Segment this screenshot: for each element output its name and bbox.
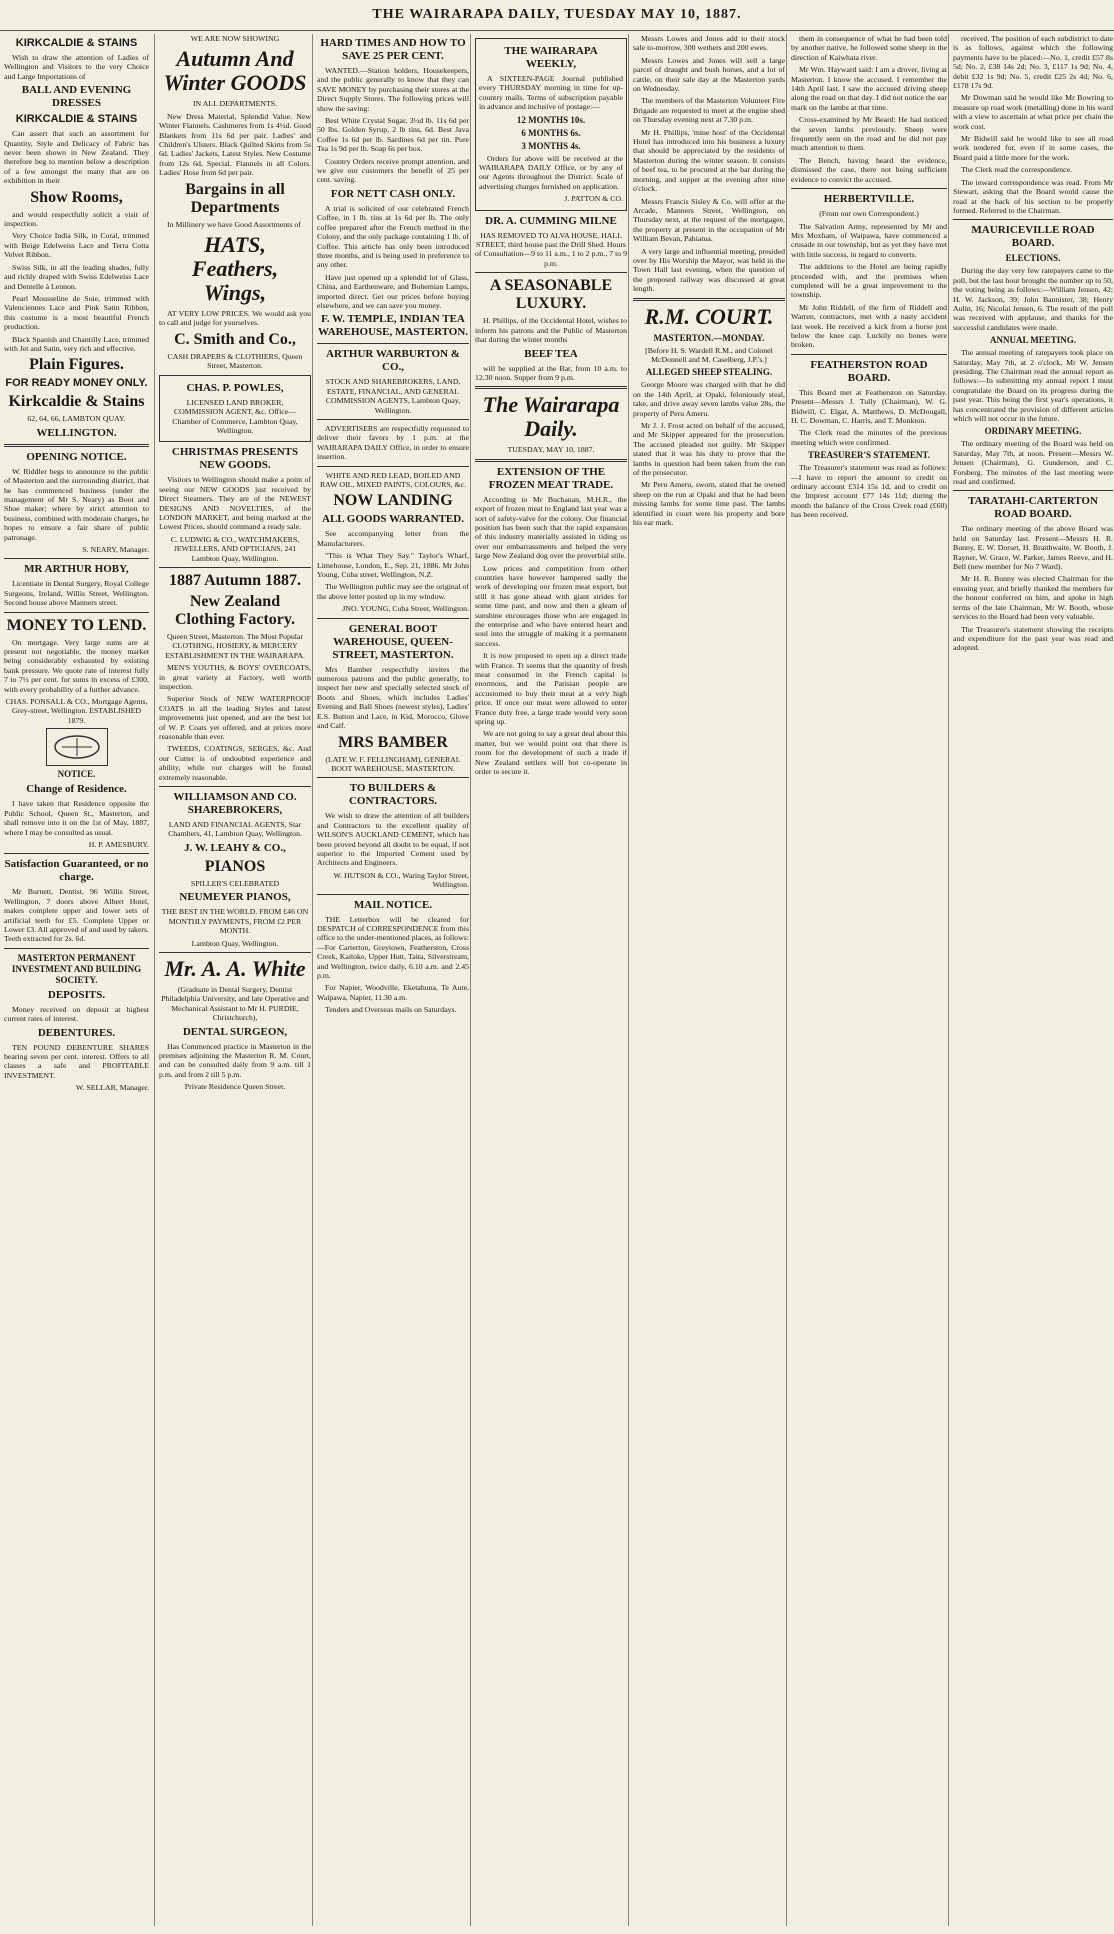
divider [317,343,469,344]
paragraph: Very Choice India Silk, in Coral, trimmed with Beige Edelweiss Lace and Terra Cotta Velvet Ribbon. [4,231,149,260]
heading-hats: HATS, Feathers, Wings, [191,232,279,306]
ad-box-weekly [475,38,627,211]
column-2 [154,34,315,1926]
paragraph: A trial is solicited of our celebrated French Coffee, in 1 lb. tins at 1s 6d per lb. The only coffee prepared after the French method in the Colony, and the only package containing 1 lb. of Coffee. This article has only been introduced three months, and is being used in preference to any other. [317,203,469,270]
paragraph: Tenders and Overseas mails on Saturdays. [325,1005,457,1015]
paragraph: CASH DRAPERS & CLOTHIERS, Queen Street, Masterton. [167,351,303,371]
paragraph: and would respectfully solicit a visit of inspection. [4,209,149,229]
divider [317,466,469,467]
paragraph: Messrs Francis Sisley & Co. will offer at the Arcade, Manners Street, Wellington, on Thursday next, at the request of the mortgagee, the property at present in the occupation of Mr William Bevan, Pahiatua. [633,196,785,244]
paragraph: Mrs Bamber respectfully invites the numerous patrons and the public generally, to inspect her new and specially selected stock of Boots and Shoes, which includes Ladies' Evening and Ball Shoes (newest styles), Ladies' E.S. Button and Lace, in Kid, Morocco, Glove and Calf. [317,664,469,731]
heading-goods-warranted: ALL GOODS WARRANTED. [322,513,464,526]
price-12-months: 12 MONTHS 10s. [516,114,586,125]
paragraph: SPILLER'S CELEBRATED [190,878,280,888]
paragraph: received. The position of each subdistrict to date is as follows, against which the following payments have to be placed:—No. 1, credit £57 8s 5d; No. 2, £38 14s 2d; No. 3, £117 1s 9d; No. 4, debit £32 1s 9d; No. 5, credit £25 2s 4d; No. 6, £178 17s 9d. [953,34,1113,91]
heading-debentures: DEBENTURES. [37,1026,116,1039]
divider [317,618,469,619]
paragraph: The ordinary meeting of the above Board was held on Saturday last. Present—Messrs H. R. Bunny, E. W. Dorset, H. Braithwaite, W. Booth, J. Rayner, W. Grace, W. Parker, James Reeve, and H. Bell (new member for No 7 Ward). [953,524,1113,572]
heading-dental-surgeon: DENTAL SURGEON, [182,1025,288,1038]
heading-mail-notice: MAIL NOTICE. [353,898,433,911]
signature: W. SELLAR, Manager. [75,1083,149,1093]
heading-williamson: WILLIAMSON AND CO. SHAREBROKERS, [173,791,297,817]
paragraph: Mr Bidwill said he would like to see all road work tendered for, even if in some cases, the Board paid a little more for the work. [953,134,1113,162]
paragraph: THE BEST IN THE WORLD. FROM £46 ON MONTHLY PAYMENTS, FROM £2 PER MONTH. [161,907,309,936]
paragraph: Messrs Lowes and Jones add to their stock sale to-morrow, 300 wethers and 200 ewes. [633,34,785,53]
divider [791,354,947,355]
column-6 [786,34,951,1926]
crest-emblem-icon [46,728,108,766]
paragraph: This Board met at Featherston on Saturday. Present—Messrs J. Tully (Chairman), W. G. Bidwill, C. Elgar, A. Matthews, D. McDougall, H. C. Dowman, C. Harris, and T. Monkton. [791,387,947,425]
paragraph: Has Commenced practice in Masterton in the premises adjoining the Masterton R. M. Court, and can be consulted daily from 9 a.m. till 1 p.m. and from 2 till 5 p.m. [159,1041,311,1079]
paragraph: Queen Street, Masterton. The Most Popular CLOTHING, HOSIERY, & MERCERY ESTABLISHMENT IN THE WAIRARAPA. [165,631,305,660]
paragraph: The ordinary meeting of the Board was held on Saturday, May 7th, at noon. Present—Messrs W. Jensen (Chairman), G. Gunderson, and C. Forsberg. The minutes of the last meeting were read and confirmed. [953,439,1113,487]
paragraph: According to Mr Buchanan, M.H.R., the export of frozen meat to England last year was a sort of safety-valve for the colony. Our financial position has been such that the rapid expansion of this industry materially assisted in tiding us over our embarrassments and helped the very large New Zealand dog over the proverbial stile. [475,494,627,561]
paragraph: IN ALL DEPARTMENTS. [192,99,278,109]
heading-ready-money: FOR READY MONEY ONLY. [5,377,148,390]
paragraph: The Treasurer's statement showing the receipts and expenditure for the past year was read and adopted. [953,624,1113,653]
paragraph: The Salvation Army, represented by Mr and Mrs Moxham, of Waipawa, have commenced a crusade in our township, but as yet they have met with little success, in regard to converts. [791,221,947,259]
heading-neumeyer: NEUMEYER PIANOS, [179,891,291,904]
paragraph: See accompanying letter from the Manufacturers. [317,529,469,548]
heading-satisfaction: Satisfaction Guaranteed, or no charge. [4,858,149,884]
paragraph: For Napier, Woodville, Eketahuna, Te Aute, Waipawa, Napier, 11.30 a.m. [317,983,469,1002]
heading-kirkcaldie-3: Kirkcaldie & Stains [8,393,145,411]
paragraph: Mr Burnett, Dentist, 96 Willis Street, Wellington, 7 doors above Albert Hotel, makes complete upper and lower sets of artificial teeth for £5. Complete Upper or Lower £3. All approved of and used by takers. Teeth extracted for 2s. 6d. [4,887,149,944]
heading-pianos: PIANOS [204,857,266,875]
paragraph: Mr J. J. Frost acted on behalf of the accused, and Mr Skipper appeared for the prosecution. The accused pleaded not guilty. Mr Skipper stated that it was his duty to prove that the lambs in question had been taken from the run of the prosecutor. [633,421,785,478]
paragraph: them in consequence of what he had been told by another native, he followed some sheep in the direction of Kaiwhata river. [791,34,947,62]
heading-builders: TO BUILDERS & CONTRACTORS. [348,782,438,808]
issue-date: TUESDAY, MAY 10, 1887. [507,445,595,455]
paragraph: In Millinery we have Good Assortments of [167,219,301,229]
paragraph: The Treasurer's statement was read as follows:—I have to report the amount to credit on ordinary account £314 15s 1d, and to credit on the Imprest account £77 14s 11d; during the month the balance of the Cross Creek road (£60) has been received. [791,463,947,520]
paragraph: The inward correspondence was read. From Mr Stewart, asking that the Board would cause the road at the back of his section to be properly formed. Referred to the Chairman. [953,177,1113,215]
heading-show-rooms: Show Rooms, [30,188,123,206]
divider [317,777,469,778]
divider [4,853,149,854]
paragraph: On mortgage. Very large sums are at present not negotiable, the money market being considerably exhausted by existing bank pressure. We quote rate of interest fully 7 to 7½ per cent. for sums in excess of £300, with every probability of a further advance. [4,637,149,694]
paragraph: Mr Wm. Hayward said: I am a drover, living at Masterton. I know the accused. I remember the 14th April last. I saw the accused driving sheep along the road on that day. I did not notice the ear mark on the lambs at that time. [791,65,947,112]
paragraph: Wish to draw the attention of Ladies of Wellington and Visitors to the very Choice and Large Importations of [4,53,149,81]
paragraph: Best White Crystal Sugar, 3½d lb. 11s 6d per 50 lbs. Golden Syrup, 2 lb tins, 6d. Best Java Coffee 1s 6d per lb. Sardines 6d per tin. Pure Tea 1s 9d per lb. Soap 6s per box. [317,116,469,154]
paragraph: AT VERY LOW PRICES. We would ask you to call and judge for yourselves. [159,309,311,328]
masthead-title: THE WAIRARAPA DAILY, TUESDAY MAY 10, 1887. [372,7,742,22]
heading-warburton: ARTHUR WARBURTON & CO., [326,348,460,374]
divider [953,490,1113,491]
signature: JNO. YOUNG, Cuba Street, Wellington. [342,604,469,614]
column-7 [948,34,1114,1926]
heading-leahy: J. W. LEAHY & CO., [184,841,286,854]
heading-kirkcaldie-2: KIRKCALDIE & STAINS [15,113,138,126]
masthead [0,0,1114,31]
paragraph: (LATE W. F. FELLINGHAM), GENERAL BOOT WAREHOUSE, MASTERTON. [325,754,461,773]
heading-christmas: CHRISTMAS PRESENTS NEW GOODS. [171,446,299,472]
heading-boot-warehouse: GENERAL BOOT WAREHOUSE, QUEEN-STREET, MASTERTON. [332,622,454,661]
paragraph: I have taken that Residence opposite the Public School, Queen St., Masterton, and shall remove into it on the 1st of May, 1887, where I may be consulted as usual. [4,799,149,837]
paragraph: WANTED.—Station holders, Housekeepers, and the public generally to know that they can SAVE MONEY by purchasing their stores at the Direct Supply Stores. The following prices will show the saving: [317,66,469,113]
heading-seasonable-luxury: A SEASONABLE LUXURY. [489,277,613,313]
paragraph: A SIXTEEN-PAGE Journal published every THURSDAY morning in time for up-country mails. Terms of subscription payable in advance and inclusive of postage:— [479,74,623,112]
heading-featherston-board: FEATHERSTON ROAD BOARD. [810,358,928,384]
column-4 [470,34,631,1926]
paragraph: Low prices and competition from other countries have however hampered sadly the work of developing our frozen meat export, but still it has gone ahead with giant strides for some time past, and now and then a gleam of sunshine encourages those who are engaged in the enterprise and who have entered heart and soul into the struggle of making it a permanent success. [475,563,627,648]
paragraph: (Graduate in Dental Surgery, Dentist Philadelphia University, and late Operative and Mechanical Assistant to Mr H. PURDIE, Christchurch), [161,984,309,1023]
paragraph: Pearl Mousseline de Soie, trimmed with Valenciennes Lace and Pink Satin Ribbon, this costume is a most beautiful French production. [4,293,149,332]
heading-nett-cash: FOR NETT CASH ONLY. [330,187,456,200]
heading-dr-milne: DR. A. CUMMING MILNE [485,214,617,227]
paragraph: The Wellington public may see the original of the above letter posted up in my window. [317,582,469,601]
heading-1887-autumn: 1887 Autumn 1887. [168,571,302,589]
divider [953,219,1113,220]
divider [159,952,311,953]
heading-hard-times: HARD TIMES AND HOW TO SAVE 25 PER CENT. [320,37,466,62]
signature: S. NEARY, Manager. [82,545,149,554]
paragraph: Licentiate in Dental Surgery, Royal College Surgeons, Ireland, Willis Street, Wellington. Second house above Manners street. [4,579,149,608]
heading-herbertville: HERBERTVILLE. [823,193,915,206]
heading-c-smith: C. Smith and Co., [174,330,296,348]
divider [475,386,627,389]
heading-beef-tea: BEEF TEA [524,347,578,360]
paragraph: A very large and influential meeting, presided over by His Worship the Mayor, was held in the Town Hall last evening, when the question of the proposed railway was discussed at great length. [633,246,785,294]
divider [475,272,627,273]
signature: J. PATTON & CO. [564,194,623,204]
paragraph: TEN POUND DEBENTURE SHARES bearing seven per cent. interest. Offers to all classes a safe and PROFITABLE INVESTMENT. [4,1042,149,1080]
column-3 [312,34,473,1926]
heading-nz-clothing: New Zealand Clothing Factory. [175,592,295,628]
heading-plain-figures: Plain Figures. [29,356,124,374]
price-3-months: 3 MONTHS 4s. [521,140,581,151]
heading-now-landing: NOW LANDING [333,492,453,510]
divider [4,948,149,949]
heading-treasurer: TREASURER'S STATEMENT. [807,450,931,461]
paragraph: New Dress Material, Splendid Value. New Winter Flannels. Cashmeres from 1s 4½d. Good Blankets from 11s 6d per pair. Ladies' and Children's Ulsters. Black Quilted Skirts from 5s 6d. Ladies' Jackets, Latest Styles. New Costume from 12s 6d, Special. Flannels in all Colors. Ladies' Hose from 6d per pair. [159,111,311,178]
paragraph: The Bench, having heard the evidence, dismissed the case, there not being sufficient evidence to convict the accused. [791,155,947,184]
divider [475,459,627,462]
heading-powles: CHAS. P. POWLES, [186,381,284,394]
heading-money-to-lend: MONEY TO LEND. [6,616,147,634]
heading-elections: ELECTIONS. [1005,253,1061,264]
heading-aa-white: Mr. A. A. White [164,955,306,981]
heading-mauriceville: MAURICEVILLE ROAD BOARD. [971,224,1095,250]
divider [159,786,311,787]
divider [4,444,149,447]
paragraph: Mr Peru Ameru, sworn, stated that he owned sheep on the run at Opaki and that he had been missing lambs for some time past. The lambs identified in court were his property and bore his ear mark. [633,480,785,528]
paragraph: WHITE AND RED LEAD, BOILED AND RAW OIL, MIXED PAINTS, COLOURS, &c. [319,470,466,489]
heading-kirkcaldie: KIRKCALDIE & STAINS [15,37,138,49]
paragraph: "This is What They Say." Taylor's Wharf, Limehouse, London, E., Sep. 21, 1886. Mr John Young, Cuba street, Wellington, N.Z. [317,551,469,580]
paragraph: LAND AND FINANCIAL AGENTS, Star Chambers, 41, Lambton Quay, Wellington. [168,820,302,839]
paragraph: MEN'S YOUTHS, & BOYS' OVERCOATS, in great variety at Factory, well worth inspection. [159,663,311,691]
paragraph: Superior Stock of NEW WATERPROOF COATS in all the leading Styles and latest improvements just opened, and are the best lot of W. P. Coats yet offered, and at prices more reasonable than ever. [159,694,311,742]
paragraph: THE Letterbox will be cleared for DESPATCH of CORRESPONDENCE from this office to the under-mentioned places, as follows:—For Carterton, Greytown, Featherston, Cross Creek, Kaitoke, Upper Hutt, Taita, Silverstream, and Wellington, twice daily, 6.10 a.m. and 2.45 p.m. [317,914,469,980]
heading-ordinary-meeting: ORDINARY MEETING. [984,426,1082,437]
heading-wairarapa-daily: The Wairarapa Daily. [482,392,620,442]
divider [4,558,149,559]
paragraph: WE ARE NOW SHOWING [190,34,280,43]
divider [159,567,311,568]
heading-frozen-meat: EXTENSION OF THE FROZEN MEAT TRADE. [488,465,614,491]
paragraph: It is now proposed to open up a direct trade with France. Tt seems that the quantity of fresh meat consumed in the French capital is enormous, and the Parisian people are accustomed to buy their meat at a very high price. If once our meat were allowed to enter France duty free, a large trade would very soon spring up. [475,651,627,727]
paragraph: Private Residence Queen Street. [184,1082,286,1092]
paragraph: (From our own Correspondent.) [819,209,919,219]
paragraph: ADVERTISERS are respectfully requested to deliver their favors by 1 p.m. at the WAIRARAPA DAILY Office, in order to ensure insertion. [317,423,469,462]
signature: W. HUTSON & CO., Waring Taylor Street, Wellington. [333,870,469,890]
heading-wellington: WELLINGTON. [36,426,117,439]
paragraph: The annual meeting of ratepayers took place on Saturday, May 7th, at 2 o'clock, Mr W. Jensen presiding. The Chairman read the annual report as follows:—In submitting my annual report I must congratulate the Board on its progress during the past year. This being the first year's operations, it has concentrated the provision of different articles which will not occur in the future. [953,348,1113,423]
paragraph: The members of the Masterton Volunteer Fire Brigade are requested to meet at the engine shed on Thursday evening next at 7.30 p.m. [633,96,785,125]
paragraph: LICENSED LAND BROKER, COMMISSION AGENT, &c. Office—Chamber of Commerce, Lambton Quay, Wellington. [172,397,298,435]
paragraph: The Clerk read the correspondence. [961,165,1073,175]
heading-bargains: Bargains in all Departments [185,180,285,216]
paragraph: The Clerk read the minutes of the previous meeting which were confirmed. [791,428,947,447]
paragraph: Lambton Quay, Wellington. [191,938,279,948]
ad-box-powles [159,375,311,443]
address: 62, 64, 66, LAMBTON QUAY. [27,414,126,424]
heading-autumn-winter: Autumn And Winter GOODS [163,46,307,96]
heading-arthur-hoby: MR ARTHUR HOBY, [24,563,129,576]
heading-temple: F. W. TEMPLE, INDIAN TEA WAREHOUSE, MASTERTON. [317,313,469,339]
paragraph: Mr H. Phillips, 'mine host' of the Occidental Hotel has introduced into his business a luxury that should be appreciated by the residents of Masterton during the winter season. It consists of beef tea, to be procured at the bar during the morning, and supper at the evening after nine o'clock. [633,127,785,194]
paragraph: George Moore was charged with that he did on the 14th April, at Opaki, feloniously steal, take, and drive away seven lambs value 28s, the property of Peru Ameru. [633,380,785,418]
heading-sheep-stealing: ALLEGED SHEEP STEALING. [645,367,773,378]
heading-change-residence: Change of Residence. [26,783,127,796]
paragraph: H. Phillips, of the Occidental Hotel, wishes to inform his patrons and the Public of Masterton that during the winter months [475,316,627,345]
heading-opening-notice: OPENING NOTICE. [26,450,127,463]
heading-ball-dresses: BALL AND EVENING DRESSES [21,84,132,110]
divider [317,894,469,895]
heading-notice: NOTICE. [57,769,96,780]
heading-taratahi: TARATAHI-CARTERTON ROAD BOARD. [968,495,1098,521]
paragraph: We wish to draw the attention of all builders and Contractors to the excellent quality of WILSON'S AUCKLAND CEMENT, which has been proved beyond all doubt to be equal, if not superior to the Imported Cement used by Architects and Engineers. [317,811,469,868]
paragraph: The additions to the Hotel are being rapidly proceeded with, and the premises when completed will be a great improvement to the township. [791,262,947,300]
heading-mrs-bamber: MRS BAMBER [338,733,448,751]
paragraph: Can assert that such an assortment for Quantity, Style and Delicacy of Fabric has never been shown in New Zealand. They therefore beg to mention below a description of a few amongst the many that are on exhibition in their [4,129,149,186]
signature: C. LUDWIG & CO., WATCHMAKERS, JEWELLERS, AND OPTICIANS, 241 Lambton Quay, Wellington. [170,534,300,563]
paragraph: [Before H. S. Wardell R.M., and Colonel McDonnell and M. Caselberg, J.P.'s.] [645,345,773,364]
paragraph: W. Riddler begs to announce to the public of Masterton and the surrounding district, that he has commenced business (under the management of Mr S. Neary) as Boot and Shoe maker; where by strict attention to business, combined with moderate charges, he hopes to ensure a fair share of public patronage. [4,466,149,542]
paragraph: Cross-examined by Mr Beard: He had noticed the seven lambs previously. Sheep were frequently seen on the road and he did not pay much attention to them. [791,115,947,153]
paragraph: Orders for above will be received at the WAIRARAPA DAILY Office, or by any of our Agents throughout the District. Scale of advertising charges furnished on application. [479,153,623,191]
price-6-months: 6 MONTHS 6s. [521,127,581,138]
divider [4,612,149,613]
divider [791,188,947,189]
paragraph: Messrs Lowes and Jones will sell a large parcel of draught and bush horses, and a lot of cattle, on their sale day at the Masterton yards on Wednesday. [633,55,785,94]
signature: CHAS. PONSALL & CO., Mortgage Agents, Grey-street, Wellington. ESTABLISHED 1879. [5,697,148,725]
paragraph: Mr H. R. Bunny was elected Chairman for the ensuing year, and briefly thanked the members for the honour conferred on him, and spoke in high terms of the late Chairman, Mr W. Booth, whose services to the Board had been very valuable. [953,574,1113,622]
heading-building-society: MASTERTON PERMANENT INVESTMENT AND BUILDING SOCIETY. [11,952,142,985]
paragraph: TWEEDS, COATINGS, SERGES, &c. And our Cutter is of undoubted experience and ability, while our charges will be found extremely reasonable. [159,744,311,782]
paragraph: Mr John Riddell, of the firm of Riddell and Warren, contractors, met with a nasty accident last week. He received a kick from a horse just below the knee cap. Luckily no bones were broken. [791,302,947,350]
paragraph: will be supplied at the Bar, from 10 a.m. to 12.30 noon. Supper from 9 p.m. [475,363,627,382]
heading-annual-meeting: ANNUAL MEETING. [989,335,1076,346]
column-1 [4,34,153,1926]
signature: H. P. AMESBURY. [88,839,149,849]
heading-deposits: DEPOSITS. [47,988,106,1001]
paragraph: HAS REMOVED TO ALVA HOUSE, HALL STREET, third house past the Drill Shed. Hours of Consultation—9 to 11 a.m., 1 to 2 p.m., 7 to 9 p.m. [475,230,627,268]
paragraph: Have just opened up a splendid lot of Glass, China, and Earthenware, and Bohemian Lamps, imported direct. Get our prices before buying elsewhere, and we can save you money. [317,272,469,310]
paragraph: Visitors to Wellington should make a point of seeing our NEW GOODS just received by Direct Steamers. They are of the NEWEST DESIGNS AND NOVELTIES, of the LONDON MARKET, and being marked at the Lowest Prices, should command a ready sale. [159,475,311,532]
paragraph: Black Spanish and Chantilly Lace, trimmed with Jet and Satin, very rich and effective. [4,334,149,353]
heading-masterton-monday: MASTERTON.—MONDAY. [653,332,765,343]
heading-weekly: THE WAIRARAPA WEEKLY, [504,45,598,70]
divider [633,298,785,301]
divider [317,419,469,420]
paragraph: We are not going to say a great deal about this matter, but we would point out that there is room for the development of such a trade if New Zealand settlers will but co-operate in order to secure it. [475,729,628,777]
paragraph: STOCK AND SHAREBROKERS, LAND, ESTATE, FINANCIAL, AND GENERAL COMMISSION AGENTS, Lambton Quay, Wellington. [325,377,461,415]
paragraph: Mr Dowman said he would like Mr Bowring to measure up road work (metalling) done in his ward with a view to ascertain at what price per chain the work cost. [953,93,1113,131]
paragraph: Money received on deposit at highest current rates of interest. [4,1004,149,1024]
paragraph: Swiss Silk, in all the leading shades, fully and richly draped with Swiss Edelweiss Lace and Dentelle à Lennon. [4,262,149,291]
heading-rm-court: R.M. COURT. [644,303,774,329]
paragraph: Country Orders receive prompt attention, and we give our customers the benefit of 25 per cent. saving. [317,156,469,185]
paragraph: During the day very few ratepayers came to the poll, but the last hour brought the number up to 50, the voting being as follows:—William Jensen, 42; H. W. Jackson, 39; John Bannister, 38; Henry Aulin, 16; Nicolai Jensen, 6. The result of the poll was received with applause, and thanks for the successful candidates were made. [953,266,1113,332]
column-5 [628,34,789,1926]
